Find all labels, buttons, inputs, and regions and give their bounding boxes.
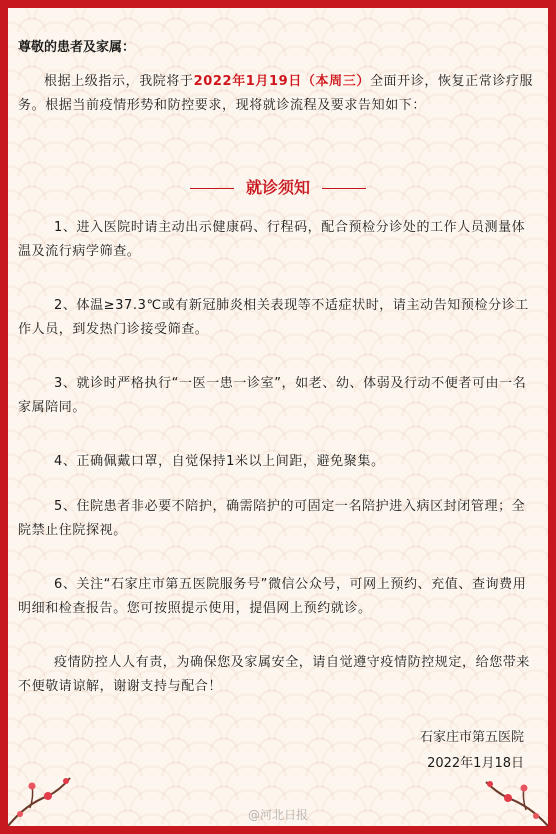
intro-date: 2022年1月19日（本周三） — [193, 74, 370, 89]
section-title-row — [8, 176, 548, 200]
notice-paper — [8, 8, 548, 826]
notice-date: 2022年1月18日 — [427, 756, 524, 771]
notice-item-5: 5、住院患者非必要不陪护，确需陪护的可固定一名陪护进入病区封闭管理；全院禁止住院探视。 — [18, 499, 526, 538]
intro-after: 全面开诊，恢复正常诊疗服务。根据当前疫情形势和防控要求，现将就诊流程及要求告知如下： — [18, 74, 534, 113]
notice-item-1: 1、进入医院时请主动出示健康码、行程码，配合预检分诊处的工作人员测量体温及流行病学筛查。 — [18, 220, 526, 259]
title-line-right — [322, 188, 366, 189]
title-line-left — [190, 188, 234, 189]
watermark: @河北日报 — [247, 808, 308, 822]
signature: 石家庄市第五医院 — [419, 730, 524, 745]
notice-item-4: 4、正确佩戴口罩，自觉保持1米以上间距，避免聚集。 — [54, 454, 385, 469]
section-title: 就诊须知 — [245, 178, 310, 197]
intro-paragraph — [18, 70, 538, 118]
closing-paragraph: 疫情防控人人有责，为确保您及家属安全，请自觉遵守疫情防控规定，给您带来不便敬请谅解，谢谢支持与配合！ — [18, 655, 531, 694]
intro-before: 根据上级指示，我院将于 — [44, 74, 194, 89]
greeting: 尊敬的患者及家属： — [18, 40, 136, 55]
notice-item-6: 6、关注“石家庄市第五医院服务号”微信公众号，可网上预约、充值、查询费用明细和检查报告。您可按照提示使用，提倡网上预约就诊。 — [18, 577, 527, 616]
notice-item-2: 2、体温≥37.3℃或有新冠肺炎相关表现等不适症状时，请主动告知预检分诊工作人员，到发热门诊接受筛查。 — [18, 298, 529, 337]
notice-item-3: 3、就诊时严格执行“一医一患一诊室”，如老、幼、体弱及行动不便者可由一名家属陪同。 — [18, 376, 527, 415]
